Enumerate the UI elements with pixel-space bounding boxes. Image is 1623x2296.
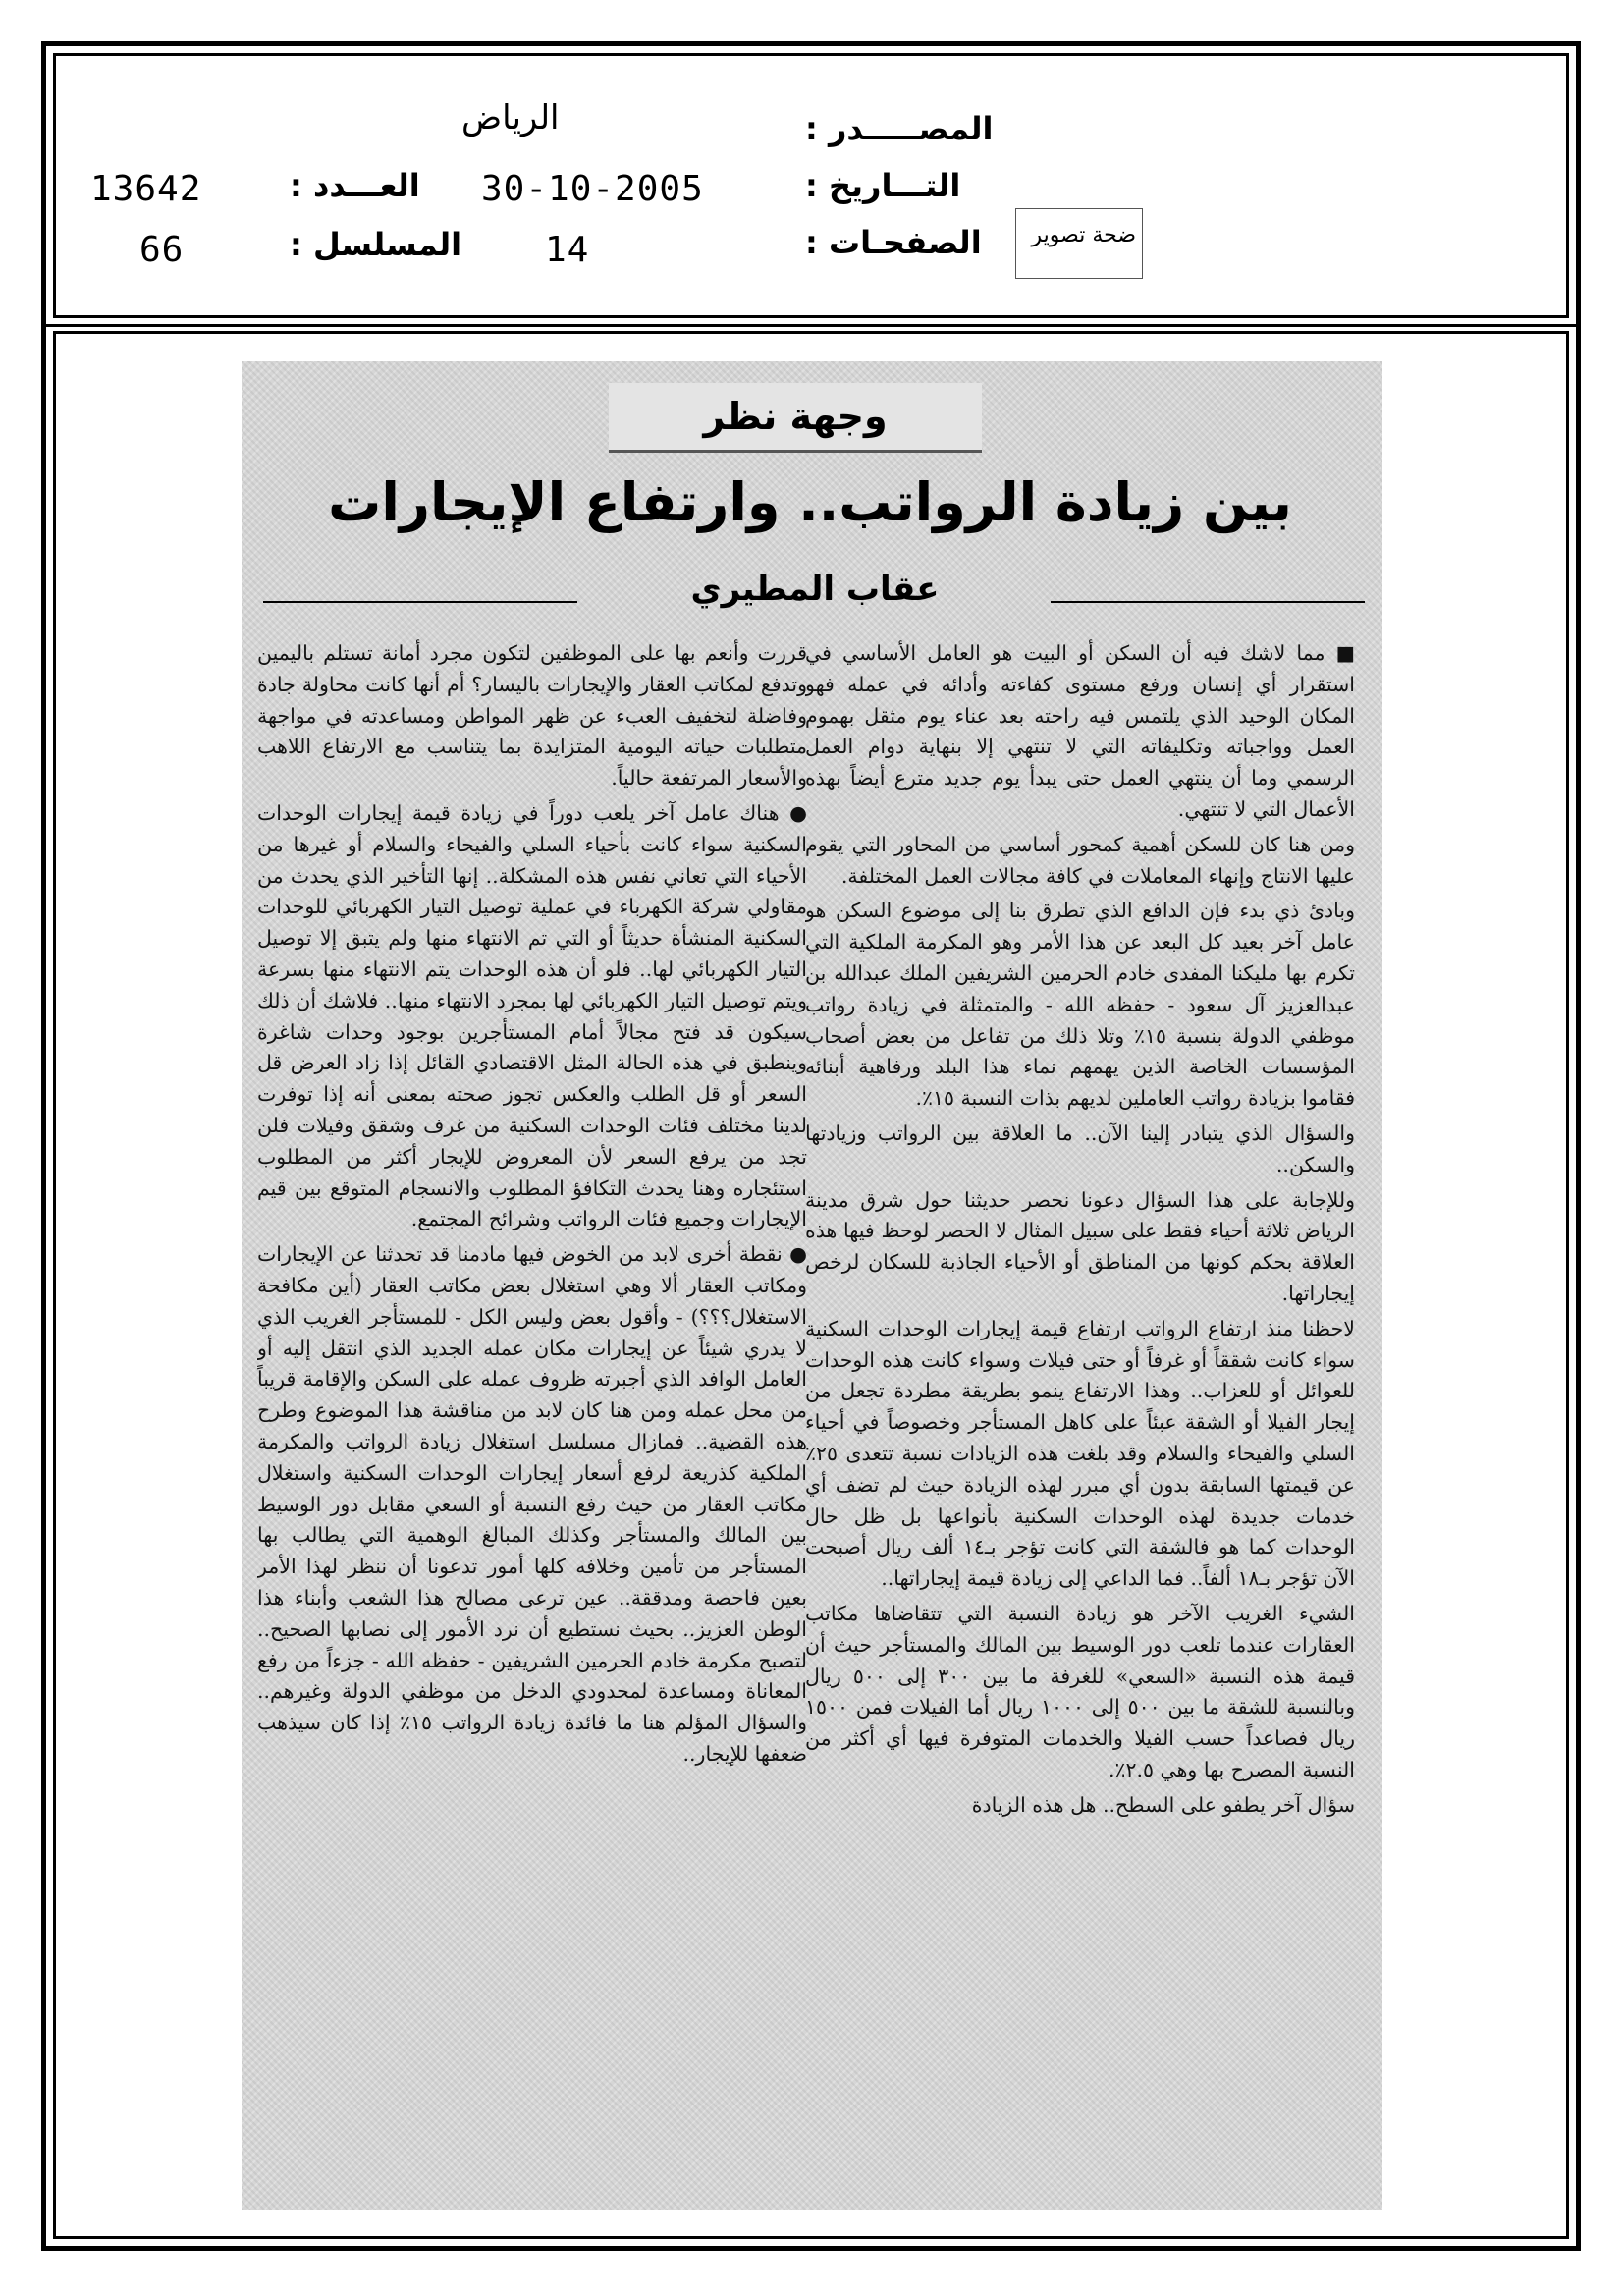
serial-label: المسلسل : [290,226,462,263]
paragraph: ● نقطة أخرى لابد من الخوض فيها مادمنا قد تحدثنا عن الإيجارات ومكاتب العقار ألا وهي استغلال بعض مكاتب العقار (أين مكافحة الاستغلال؟؟؟) - وأقول بعض وليس الكل - للمستأجر الغريب الذي لا يدري شيئاً عن إيجارات مكان عمله الجديد الذي انتقل إليه أو العامل الوافد الذي أجبرته ظروف عمله على السكن والإقامة قريباً من محل عمله ومن هنا كان لابد من مناقشة هذا الموضوع وطرح هذه القضية.. فمازال مسلسل استغلال زيادة الرواتب والمكرمة الملكية كذريعة لرفع أسعار إيجارات الوحدات السكنية واستغلال مكاتب العقار من حيث رفع النسبة أو السعي مقابل دور الوسيط بين المالك والمستأجر وكذلك المبالغ الوهمية التي يطالب بها المستأجر من تأمين وخلافه كلها أمور تدعونا أن ننظر لهذا الأمر بعين فاحصة ومدققة.. عين ترعى مصالح هذا الشعب وأبناء هذا الوطن العزيز.. بحيث نستطيع أن نرد الأمور إلى نصابها الصحيح.. لتصبح مكرمة خادم الحرمين الشريفين - حفظه الله - جزءاً من رفع المعاناة ومساعدة لمحدودي الدخل من موظفي الدولة وغيرهم.. والسؤال المؤلم هنا ما فائدة زيادة الرواتب ١٥٪ إذا كان سيذهب ضعفها للإيجار.. [257,1242,807,1766]
pages-label: الصفحـات : [805,224,982,261]
paragraph: ● هناك عامل آخر يلعب دوراً في زيادة قيمة إيجارات الوحدات السكنية سواء كانت بأحياء السلي والفيحاء والسلام أو غيرها من الأحياء التي تعاني نفس هذه المشكلة.. إنها التأخير الذي يحدث من مقاولي شركة الكهرباء في عملية توصيل التيار الكهربائي للوحدات السكنية المنشأة حديثاً أو التي تم الانتهاء منها ولم يتبق إلا توصيل التيار الكهربائي لها.. فلو أن هذه الوحدات يتم الانتهاء منها بسرعة ويتم توصيل التيار الكهربائي لها بمجرد الانتهاء منها.. فلاشك أن ذلك سيكون قد فتح مجالاً أمام المستأجرين بوجود وحدات شاغرة وينطبق في هذه الحالة المثل الاقتصادي القائل إذا زاد العرض قل السعر أو قل الطلب والعكس تجوز صحته بمعنى أنه إذا توفرت لدينا مختلف فئات الوحدات السكنية من غرف وشقق وفيلات فلن تجد من يرفع السعر لأن المعروض للإيجار أكثر من المطلوب استئجاره وهنا يحدث التكافؤ المطلوب والانسجام المتوقع بين قيم الإيجارات وجميع فئات الرواتب وشرائح المجتمع. [257,800,807,1231]
date-value: 30-10-2005 [481,169,704,209]
paragraph: سؤال آخر يطفو على السطح.. هل هذه الزيادة [971,1792,1355,1817]
article-author: عقاب المطيري [690,570,940,609]
paragraph: الشيء الغريب الآخر هو زيادة النسبة التي تتقاضاها مكاتب العقارات عندما تلعب دور الوسيط بين المالك والمستأجر حيث أن قيمة هذه النسبة «السعي» للغرفة ما بين ٣٠٠ إلى ٥٠٠ ريال وبالنسبة للشقة ما بين ٥٠٠ إلى ١٠٠٠ ريال أما الفيلات فمن ١٥٠٠ ريال فصاعداً حسب الفيلا والخدمات المتوفرة فيها أي أكثر من النسبة المصرح بها وهي ٢.٥٪. [805,1601,1355,1781]
author-rule-right [1051,601,1365,603]
header-divider [41,324,1581,327]
paragraph: قررت وأنعم بها على الموظفين لتكون مجرد أمانة تستلم باليمين وتدفع لمكاتب العقار والإيجارات باليسار؟ أم أنها كانت محاولة جادة وفاضلة لتخفيف العبء عن ظهر المواطن ومساعدته في مواجهة متطلبات حياته اليومية المتزايدة بما يتناسب مع الارتفاع اللاهب والأسعار المرتفعة حالياً. [257,641,807,791]
paragraph: لاحظنا منذ ارتفاع الرواتب ارتفاع قيمة إيجارات الوحدات السكنية سواء كانت شققاً أو غرفاً أو حتى فيلات وسواء كانت هذه الوحدات للعوائل أو للعزاب.. وهذا الارتفاع ينمو بطريقة مطردة تجعل من إيجار الفيلا أو الشقة عبئاً على كاهل المستأجر وخصوصاً في أحياء السلي والفيحاء والسلام وقد بلغت هذه الزيادات نسبة تتعدى ٢٥٪ عن قيمتها السابقة بدون أي مبرر لهذه الزيادة حيث لم تضف أي خدمات جديدة لهذه الوحدات السكنية بأنواعها بل ظل حال الوحدات كما هو فالشقة التي كانت تؤجر بـ١٤ ألف ريال أصبحت الآن تؤجر بـ١٨ ألفاً.. فما الداعي إلى زيادة قيمة إيجاراتها.. [805,1316,1355,1591]
column-label: وجهة نظر [609,383,982,453]
serial-value: 66 [139,230,185,270]
source-value: الرياض [461,98,560,137]
issue-label: العـــدد : [290,167,420,204]
pages-value: 14 [545,230,590,270]
photocopy-stamp: ضحة تصوير [1015,208,1143,279]
issue-value: 13642 [90,169,202,209]
paragraph: وبادئ ذي بدء فإن الدافع الذي تطرق بنا إلى موضوع السكن هو عامل آخر بعيد كل البعد عن هذا الأمر وهو المكرمة الملكية التي تكرم بها مليكنا المفدى خادم الحرمين الشريفين الملك عبدالله بن عبدالعزيز آل سعود - حفظه الله - والمتمثلة في زيادة رواتب موظفي الدولة بنسبة ١٥٪ وتلا ذلك من تفاعل من بعض أصحاب المؤسسات الخاصة الذين يهمهم نماء هذا البلد ورفاهية أبنائه فقاموا بزيادة رواتب العاملين لديهم بذات النسبة ١٥٪. [805,899,1355,1111]
paragraph: ■ مما لاشك فيه أن السكن أو البيت هو العامل الأساسي في استقرار أي إنسان ورفع مستوى كفاءته وأدائه في عمله فهو المكان الوحيد الذي يلتمس فيه راحته بعد عناء يوم مثقل بهموم العمل وواجباته وتكليفاته التي لا تنتهي إلا بنهاية دوام العمل الرسمي وما أن ينتهي العمل حتى يبدأ يوم جديد مترع أيضاً بهذه الأعمال التي لا تنتهي. [805,641,1355,821]
paragraph: والسؤال الذي يتبادر إلينا الآن.. ما العلاقة بين الرواتب وزيادتها والسكن.. [805,1121,1355,1176]
article-headline: بين زيادة الرواتب.. وارتفاع الإيجارات [328,471,1292,533]
source-label: المصـــــدر : [805,110,994,147]
date-label: التـــاريخ : [805,167,961,204]
paragraph: ومن هنا كان للسكن أهمية كمحور أساسي من المحاور التي يقوم عليها الانتاج وإنهاء المعاملات في كافة مجالات العمل المختلفة. [805,832,1355,888]
paragraph: وللإجابة على هذا السؤال دعونا نحصر حديثنا حول شرق مدينة الرياض ثلاثة أحياء فقط على سبيل المثال لا الحصر لوحظ فيها هذه العلاقة بحكم كونها من المناطق أو الأحياء الجاذبة للسكان لرخص إيجاراتها. [805,1187,1355,1305]
author-rule-left [263,601,577,603]
article-column-left [257,638,807,2190]
article-column-right [805,638,1355,2190]
